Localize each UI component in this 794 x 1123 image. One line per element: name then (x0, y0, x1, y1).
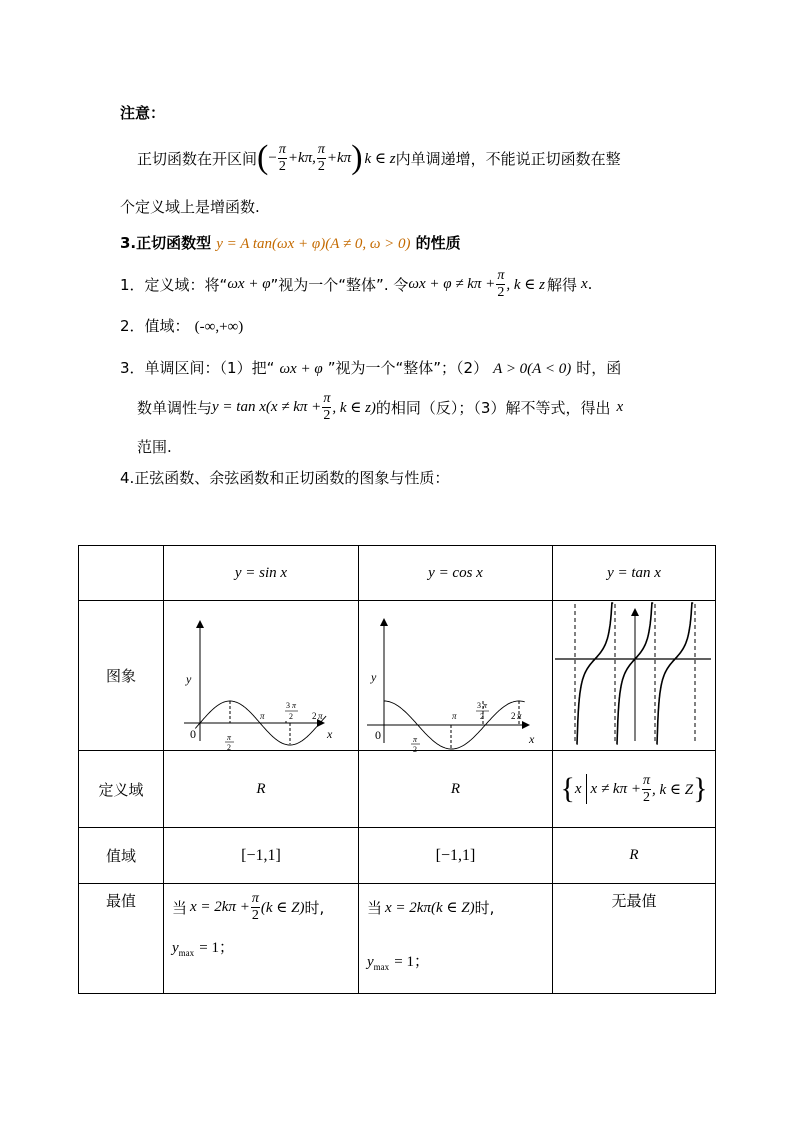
tan-graph-cell (553, 601, 716, 751)
domain-cos: R (359, 751, 553, 828)
sin-origin-label: 0 (190, 727, 196, 741)
max-sin-shi: 时, (304, 898, 325, 917)
max-sin-value: = 1； (199, 940, 234, 956)
row-label-graph: 图象 (79, 601, 164, 751)
sin-3pi-3: 3 (286, 701, 290, 710)
item-3-x: x (616, 398, 624, 415)
header-empty-cell (79, 546, 164, 601)
item-1-fraction: $\frac{\pi}{2}$ (497, 267, 505, 300)
domain-tan-k: , k ∈ Z (652, 781, 694, 798)
fraction-pi-2-b: $\frac{\pi}{2}$ (317, 141, 325, 174)
max-sin (164, 884, 359, 994)
item-3-text-d: 数单调性与 (137, 398, 213, 417)
plus-kpi-b: +kπ (326, 149, 352, 166)
cos-halfpi-num: π (413, 735, 418, 744)
sin-2pi-2: 2 (312, 711, 317, 721)
note-text-a: 正切函数在开区间 (137, 149, 258, 168)
sin-y-label: y (186, 672, 192, 686)
cos-pi-label: π (452, 711, 457, 721)
sin-3pi-pi: π (292, 701, 297, 710)
cos-3pi-pi: π (483, 701, 488, 710)
section-3-suffix: 的性质 (415, 234, 461, 252)
cos-graph (359, 601, 552, 754)
k-in-z: k ∈ z (364, 150, 396, 167)
max-sin-expr: x = 2kπ + (190, 898, 250, 915)
item-3-line-2 (137, 386, 623, 428)
item-3-text-c: 时，函 (576, 359, 622, 377)
max-cos-shi: 时, (474, 898, 495, 917)
sin-halfpi-num: π (227, 733, 232, 742)
max-cos-expr: x = 2kπ(k ∈ Z) (385, 899, 475, 916)
row-label-max: 最值 (79, 884, 164, 994)
sin-halfpi-den: 2 (227, 743, 231, 752)
item-3-fraction: $\frac{\pi}{2}$ (323, 390, 331, 423)
max-tan: 无最值 (553, 884, 716, 994)
paren-right: ) (351, 139, 363, 176)
section-3-label: 3.正切函数型 (120, 234, 212, 252)
cos-origin-label: 0 (375, 728, 381, 742)
item-2 (120, 315, 243, 336)
item-1-text-b: ”视为一个“整体”. 令 (270, 275, 409, 294)
item-3-text-a: 3．单调区间：（1）把“ (120, 359, 275, 377)
plus-kpi-a: +kπ, (287, 149, 316, 166)
max-sin-fraction: $\frac{\pi}{2}$ (251, 890, 259, 923)
table-row-domain (79, 751, 716, 828)
domain-sin: R (164, 751, 359, 828)
item-2-expr: (-∞,+∞) (194, 319, 244, 335)
section-3-title (120, 232, 461, 253)
sin-graph (164, 601, 358, 752)
tan-branch (577, 603, 614, 744)
range-tan: R (553, 828, 716, 884)
note-line-2: 个定义域上是增函数. (120, 198, 260, 216)
item-1-k-in-z: , k ∈ z (506, 276, 545, 293)
item-1-text-d: 解得 (546, 275, 577, 294)
item-3-expr-3: , k ∈ z) (332, 399, 376, 416)
domain-tan-cond: x ≠ kπ + (590, 780, 641, 797)
table-header-row (79, 546, 716, 601)
cos-x-label: x (529, 732, 535, 746)
paren-left: ( (257, 139, 269, 176)
max-cos (359, 884, 553, 994)
fraction-pi-2-a: $\frac{\pi}{2}$ (278, 141, 286, 174)
domain-tan-fraction: $\frac{\pi}{2}$ (642, 772, 650, 805)
item-1-x: x (580, 275, 588, 292)
max-sin-k: (k ∈ Z) (260, 899, 305, 916)
max-cos-y: y (367, 954, 374, 970)
item-1-expr: ωx + φ (227, 275, 271, 292)
note-heading: 注意： (120, 104, 166, 122)
max-sin-y: y (172, 940, 179, 956)
cos-2pi-2: 2 (511, 711, 516, 721)
functions-table (78, 545, 716, 994)
cos-3pi-den: 2 (480, 712, 484, 721)
minus-sign: − (268, 149, 277, 166)
note-line-1 (137, 136, 621, 180)
item-3-expr-2: y = tan x(x ≠ kπ + (212, 398, 322, 415)
table-row-max (79, 884, 716, 994)
item-3-text-b: ”视为一个“整体”；（2） (327, 359, 489, 377)
max-cos-dang: 当 (367, 898, 383, 917)
sin-3pi-den: 2 (289, 712, 293, 721)
sin-2pi-pi: π (318, 711, 323, 721)
cos-y-label: y (371, 670, 377, 684)
item-1-expr-2: ωx + φ ≠ kπ + (408, 275, 496, 292)
domain-tan-x: x (574, 780, 582, 797)
cos-graph-cell (359, 601, 553, 754)
item-3-text-e: 的相同（反）；（3）解不等式，得出 (375, 398, 611, 417)
header-sin: y = sin x (164, 546, 359, 601)
cos-halfpi-den: 2 (413, 745, 417, 754)
cos-3pi-3: 3 (477, 701, 481, 710)
note-text-b: 内单调递增，不能说正切函数在整 (395, 149, 621, 168)
section-3-formula: y = A tan(ωx + φ)(A ≠ 0, ω > 0) (216, 236, 411, 252)
sin-graph-cell (164, 601, 359, 751)
item-3-expr: ωx + φ (279, 361, 323, 377)
row-label-domain: 定义域 (79, 751, 164, 828)
item-4: 4.正弦函数、余弦函数和正切函数的图象与性质： (120, 469, 450, 487)
table-row-graph (79, 601, 716, 751)
cos-2pi-pi: π (517, 711, 522, 721)
item-1-text-a: 1．定义域：将“ (120, 275, 228, 294)
domain-tan: { x x ≠ kπ + $\frac{\pi}{2}$ , k ∈ Z } (553, 751, 716, 828)
tan-graph (553, 601, 715, 746)
item-2-text: 2．值域： (120, 317, 190, 335)
sin-x-label: x (327, 727, 333, 741)
tan-branch (657, 603, 694, 744)
max-sin-dang: 当 (172, 898, 188, 917)
header-cos: y = cos x (359, 546, 553, 601)
item-3-line-1 (120, 357, 621, 378)
max-sin-sub: max (178, 948, 195, 959)
range-cos: [−1,1] (359, 828, 553, 884)
item-1 (120, 264, 592, 304)
sin-pi-label: π (260, 711, 265, 721)
header-tan: y = tan x (553, 546, 716, 601)
range-sin: [−1,1] (164, 828, 359, 884)
item-3-cond: A > 0(A < 0) (493, 361, 572, 377)
item-3-line-3: 范围. (137, 438, 172, 456)
item-1-text-e: . (587, 275, 593, 293)
table-row-range (79, 828, 716, 884)
max-cos-value: = 1； (394, 954, 429, 970)
row-label-range: 值域 (79, 828, 164, 884)
max-cos-sub: max (373, 962, 390, 973)
